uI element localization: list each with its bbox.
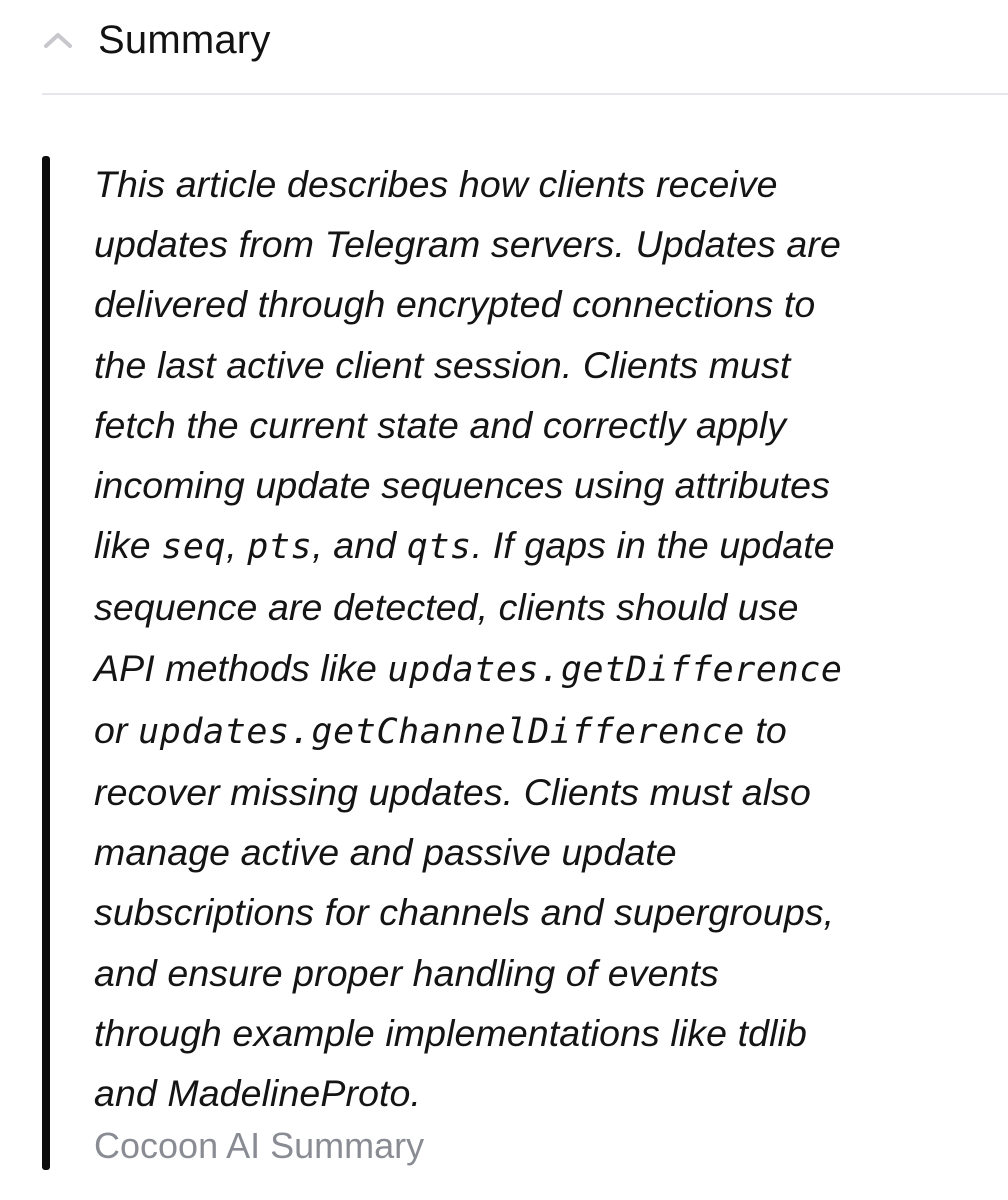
summary-line: fetch the current state and correctly apply xyxy=(94,403,787,446)
summary-line: like seq, pts, and qts. If gaps in the update xyxy=(94,524,835,568)
summary-line: sequence are detected, clients should use xyxy=(94,586,799,629)
inline-code: seq xyxy=(161,527,227,568)
summary-line: This article describes how clients receive xyxy=(94,163,778,205)
summary-line: recover missing updates. Clients must also xyxy=(94,771,811,814)
summary-line: delivered through encrypted connections to xyxy=(94,283,816,326)
inline-code: updates.getChannelDifference xyxy=(138,711,745,752)
summary-title: Summary xyxy=(98,18,271,62)
inline-code: qts xyxy=(406,527,472,568)
summary-line: or updates.getChannelDifference to xyxy=(94,708,787,752)
summary-line: and ensure proper handling of events xyxy=(94,951,719,994)
summary-line: incoming update sequences using attributes xyxy=(94,464,830,507)
chevron-up-icon[interactable] xyxy=(40,26,76,56)
blockquote-bar xyxy=(42,156,50,1170)
header-divider xyxy=(42,93,1008,95)
summary-text xyxy=(94,154,1002,1123)
summary-line: and MadelineProto. xyxy=(94,1072,422,1115)
inline-code: updates.getDifference xyxy=(387,649,843,690)
summary-line: subscriptions for channels and supergroups, xyxy=(94,891,835,934)
inline-code: pts xyxy=(247,527,313,568)
summary-line: updates from Telegram servers. Updates are xyxy=(94,223,841,266)
summary-line: the last active client session. Clients must xyxy=(94,343,791,386)
summary-line: through example implementations like tdlib xyxy=(94,1011,807,1054)
summary-line: API methods like updates.getDifference xyxy=(94,646,843,690)
summary-header[interactable] xyxy=(0,0,1008,94)
summary-attribution: Cocoon AI Summary xyxy=(94,1125,425,1166)
summary-line: manage active and passive update xyxy=(94,831,677,874)
